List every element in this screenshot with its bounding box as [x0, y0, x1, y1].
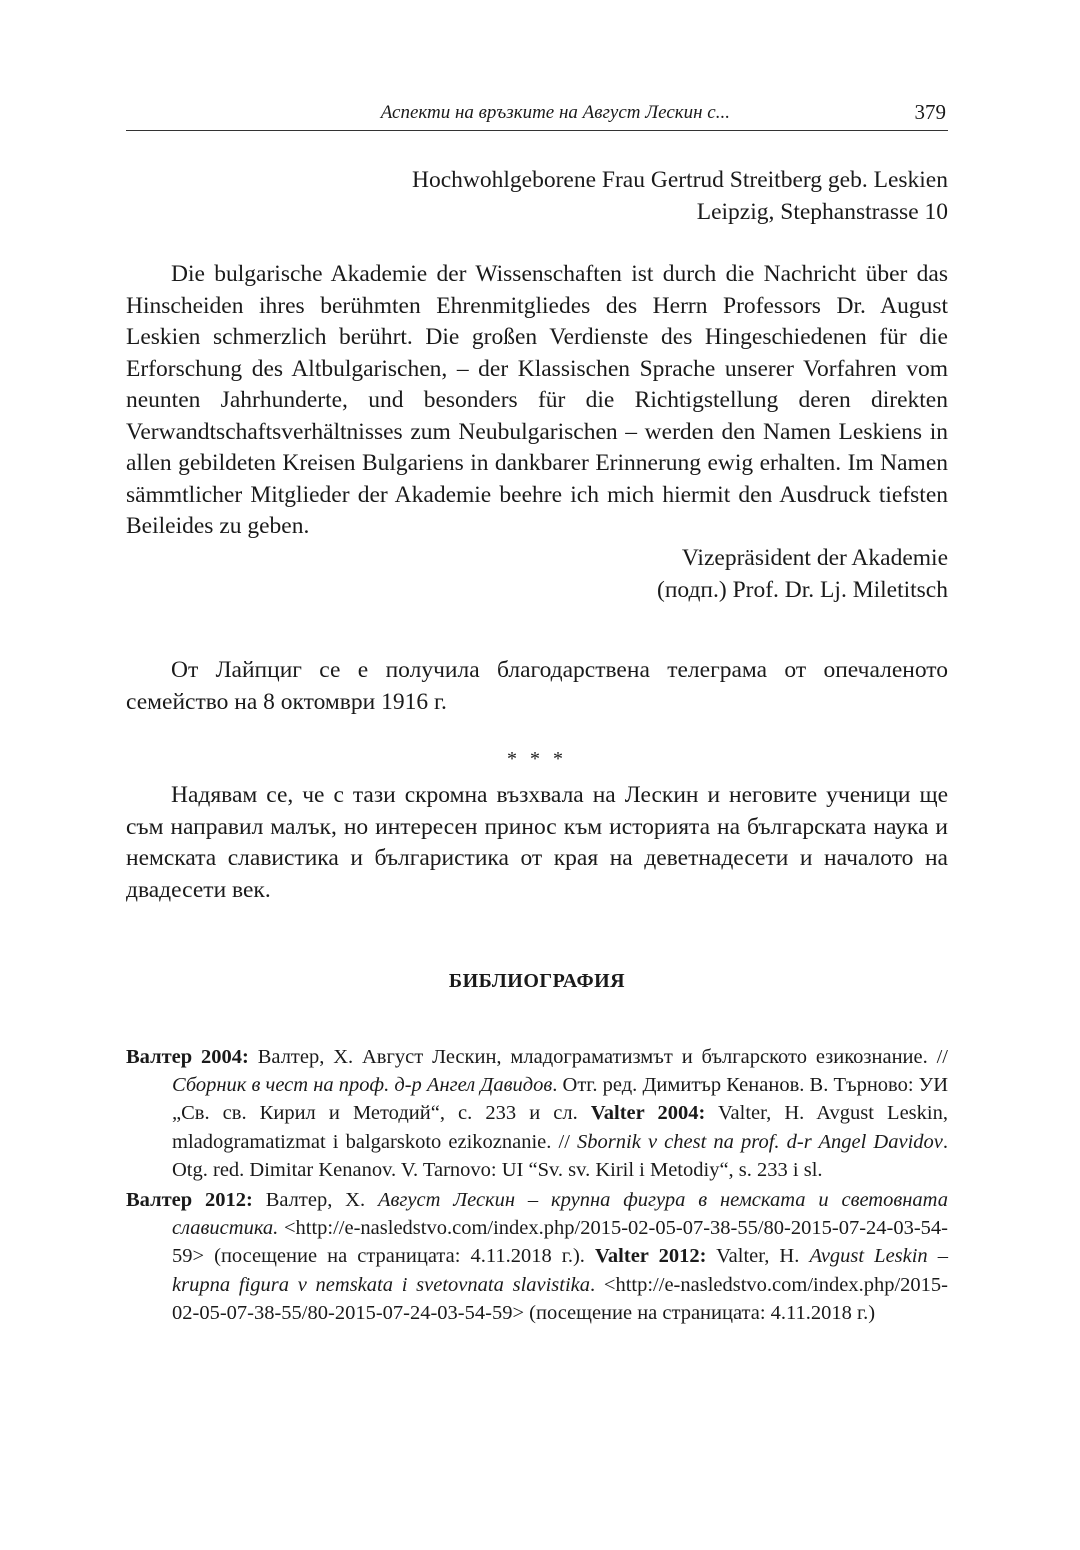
- entry-title: Август Лескин – крупна фигура в немската и световната славистика.: [172, 1189, 948, 1240]
- reply-paragraph: От Лайпциг се е получила благодарствена телеграма от опечаленото семейство на 8 октомври 1916 г.: [126, 657, 948, 715]
- address-block: [126, 165, 948, 228]
- telegram-text: Die bulgarische Akademie der Wissenschaften ist durch die Nachricht über das Hinscheiden ihres berühmten Ehrenmitgliedes des Herrn Professors Dr. August Leskien schmerzlich berührt. Die großen Verdienste des Hingeschiedenen für die Erforschung des Altbulgarischen, – der Klassischen Sprache unserer Vorfahren vom neunten Jahrhunderte, und besonders für die Richtigstellung deren direkten Verwandtschaftsverhältnisses zum Neubulgarischen – werden den Namen Leskiens in allen gebildeten Kreisen Bulgariens in dankbarer Erinnerung ewig erhalten. Im Namen sämmtlicher Mitglieder der Akademie beehre ich mich hiermit den Ausdruck tiefsten Beileides zu geben.: [126, 261, 948, 539]
- signature-block: [126, 543, 948, 606]
- address-line-1: Hochwohlgeborene Frau Gertrud Streitberg geb. Leskien: [412, 167, 948, 193]
- running-title: Аспекти на връзките на Август Лескин с...: [380, 102, 730, 123]
- entry-title: Сборник в чест на проф. д-р Ангел Давидов: [172, 1074, 553, 1097]
- address-line-2: Leipzig, Stephanstrasse 10: [696, 198, 948, 225]
- bibliography-list: [126, 1043, 948, 1329]
- entry-text: Valter, H. Avgust Leskin, mladogramatizmat i balgarskoto ezikoznanie. //: [172, 1102, 948, 1153]
- entry-text: Валтер, Х.: [252, 1189, 378, 1212]
- entry-text: . <http://e-nasledstvo.com/index.php/2015-02-05-07-38-55/80-2015-07-24-03-54-59> (посещение на страницата: 4.11.2018 г.): [172, 1273, 948, 1324]
- entry-key: Валтер 2012:: [126, 1189, 253, 1212]
- entry-title-latin: Avgust Leskin – krupna figura v nemskata i svetovnata slavistika: [172, 1245, 949, 1296]
- signature-line-2: (подп.) Prof. Dr. Lj. Miletitsch: [657, 576, 948, 603]
- entry-text: . Отг. ред. Димитър Кенанов. В. Търново: УИ „Св. св. Кирил и Методий“, с. 233 и сл.: [172, 1074, 949, 1125]
- entry-text: <http://e-nasledstvo.com/index.php/2015-02-05-07-38-55/80-2015-07-24-03-54-59> (посещение на страницата: 4.11.2018 г.).: [172, 1217, 948, 1268]
- page-number: 379: [914, 100, 946, 124]
- bibliography-entry: [126, 1043, 948, 1184]
- entry-text: . Otg. red. Dimitar Kenanov. V. Tarnovo: UI “Sv. sv. Kiril i Metodiy“, s. 233 i sl.: [172, 1130, 948, 1181]
- entry-text: Valter, H.: [706, 1245, 810, 1268]
- section-separator: * * *: [507, 748, 567, 770]
- entry-key-latin: Valter 2012:: [595, 1245, 707, 1268]
- running-header: [126, 100, 948, 131]
- bibliography-heading: БИБЛИОГРАФИЯ: [448, 970, 626, 992]
- entry-title-latin: Sbornik v chest na prof. d-r Angel Davidov: [577, 1130, 943, 1153]
- bibliography-entry: [126, 1186, 948, 1327]
- entry-key-latin: Valter 2004:: [590, 1102, 706, 1125]
- entry-text: Валтер, Х. Август Лескин, младограматизмът и българското езикознание. //: [248, 1046, 948, 1068]
- entry-key: Валтер 2004:: [126, 1046, 249, 1068]
- signature-line-1: Vizepräsident der Akademie: [681, 545, 948, 571]
- closing-paragraph: Надявам се, че с тази скромна възхвала на Лескин и неговите ученици ще съм направил малък, но интересен принос към историята на българската наука и немската славистика и българистика от края на деветнадесети и началото на двадесети век.: [126, 782, 948, 903]
